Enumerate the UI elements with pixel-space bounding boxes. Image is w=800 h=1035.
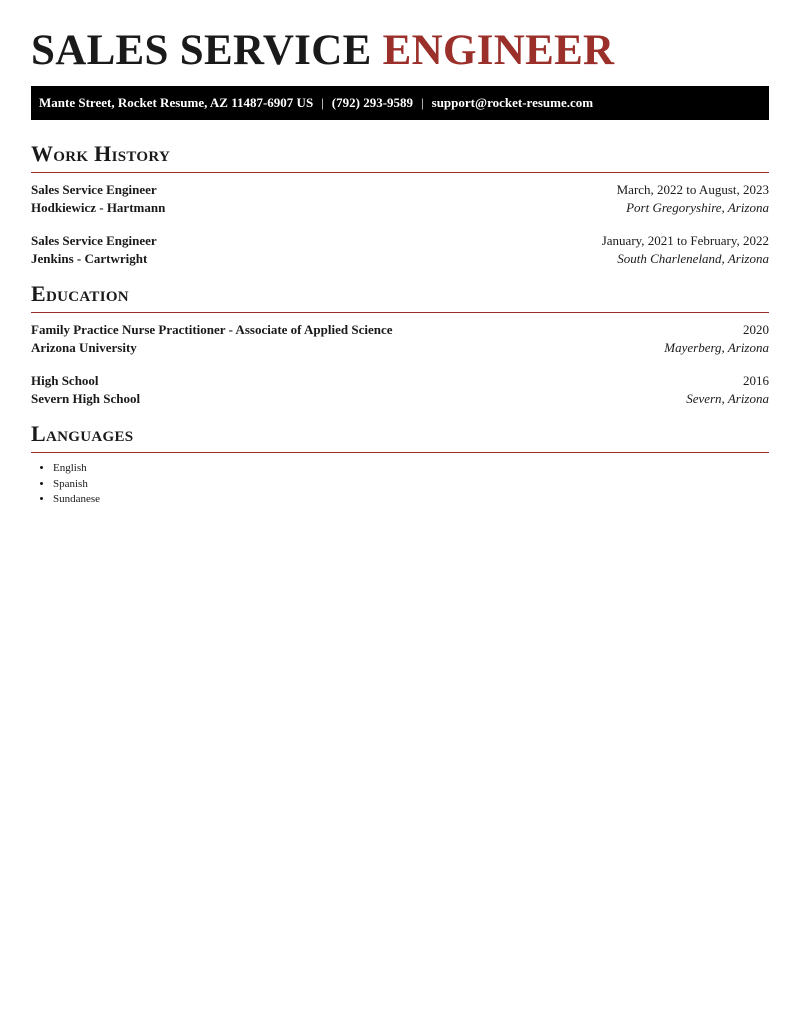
section-divider — [31, 172, 769, 173]
contact-phone: (792) 293-9589 — [331, 95, 414, 110]
school-location: Mayerberg, Arizona — [664, 340, 769, 355]
contact-address: Mante Street, Rocket Resume, AZ 11487-6907 US — [39, 95, 314, 110]
education-heading: Education — [31, 281, 129, 306]
degree-name: Family Practice Nurse Practitioner - Associate of Applied Science — [31, 322, 393, 337]
job-title: Sales Service Engineer — [31, 182, 157, 197]
language-item: • Spanish — [53, 477, 100, 493]
language-item: • Sundanese — [53, 492, 100, 508]
languages-list — [31, 461, 100, 508]
school-location: Severn, Arizona — [686, 391, 769, 406]
contact-bar — [31, 86, 769, 120]
education-entry — [31, 372, 769, 408]
company-name: Hodkiewicz - Hartmann — [31, 200, 166, 215]
languages-heading: Languages — [31, 421, 134, 446]
work-entry — [31, 232, 769, 268]
education-entry — [31, 321, 769, 357]
contact-separator: | — [421, 95, 424, 110]
degree-name: High School — [31, 373, 99, 388]
section-divider — [31, 452, 769, 453]
job-title: Sales Service Engineer — [31, 233, 157, 248]
job-location: South Charleneland, Arizona — [617, 251, 769, 266]
resume-title — [31, 28, 614, 74]
contact-email[interactable]: support@rocket-resume.com — [431, 95, 594, 110]
company-name: Jenkins - Cartwright — [31, 251, 148, 266]
job-dates: January, 2021 to February, 2022 — [601, 233, 769, 248]
graduation-year: 2016 — [743, 373, 769, 388]
work-entry — [31, 181, 769, 217]
school-name: Severn High School — [31, 391, 141, 406]
job-dates: March, 2022 to August, 2023 — [616, 182, 769, 197]
work-history-heading: Work History — [31, 141, 171, 166]
title-accent: ENGINEER — [382, 27, 615, 74]
job-location: Port Gregoryshire, Arizona — [626, 200, 769, 215]
graduation-year: 2020 — [743, 322, 769, 337]
school-name: Arizona University — [31, 340, 137, 355]
section-divider — [31, 312, 769, 313]
title-main: SALES SERVICE — [31, 27, 372, 74]
language-item: • English — [53, 461, 100, 477]
contact-separator: | — [321, 95, 324, 110]
